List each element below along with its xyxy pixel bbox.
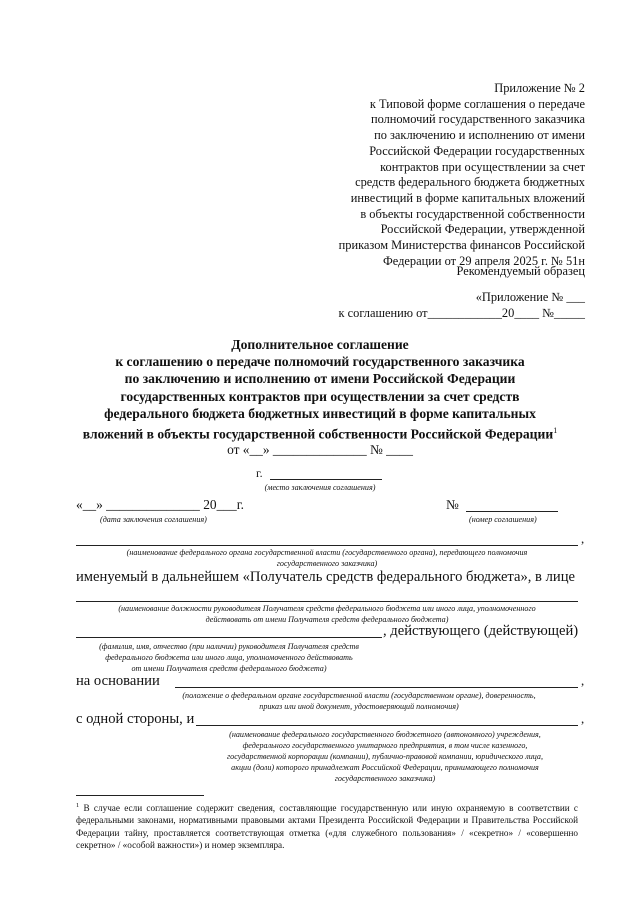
appendix-header-line: к Типовой форме соглашения о передаче xyxy=(369,96,585,111)
caption-line: (наименование федерального государственного бюджетного (автономного) учреждения, xyxy=(229,730,541,739)
caption-line: приказ или иной документ, удостоверяющий полномочия) xyxy=(259,702,459,711)
appendix-header-line: Приложение № 2 xyxy=(494,81,585,95)
receiving-body-line xyxy=(196,725,578,726)
appendix-header-line: по заключению и исполнению от имени xyxy=(374,128,585,143)
appendix-reference-line1: «Приложение № ___ xyxy=(475,290,585,304)
appendix-header-line: средств федерального бюджета бюджетных xyxy=(355,175,585,190)
caption-line: государственной корпорации (компании), публично-правовой компании, юридического лица, xyxy=(226,752,543,761)
appendix-header-line: приказом Министерства финансов Российской xyxy=(338,238,585,253)
footnote-marker: 1 xyxy=(76,802,80,809)
head-name-caption xyxy=(76,641,382,674)
place-prefix: г. xyxy=(256,466,263,480)
appendix-reference xyxy=(290,290,585,321)
receiving-body-comma: , xyxy=(581,711,585,726)
conclusion-date: «__» ______________ 20___г. xyxy=(76,497,245,512)
basis-line xyxy=(175,687,578,688)
basis-label: на основании xyxy=(76,673,160,689)
named-recipient-text: именуемый в дальнейшем «Получатель средств федерального бюджета», в лице xyxy=(76,569,575,585)
number-caption: (номер соглашения) xyxy=(469,515,537,524)
appendix-header-line: Российской Федерации государственных xyxy=(369,143,585,158)
footnote-reference: 1 xyxy=(553,426,558,436)
footnote xyxy=(76,800,578,851)
basis-caption xyxy=(140,690,578,712)
agreement-title xyxy=(50,336,590,443)
caption-line: от имени Получателя средств федерального бюджета) xyxy=(131,664,327,673)
footnote-separator xyxy=(76,795,204,796)
date-caption: (дата заключения соглашения) xyxy=(100,515,207,524)
acting-text: , действующего (действующей) xyxy=(383,623,579,639)
appendix-header-line: инвестиций в форме капитальных вложений xyxy=(350,190,585,205)
place-caption: (место заключения соглашения) xyxy=(264,483,376,492)
appendix-reference-line2: к соглашению от____________20____ №_____ xyxy=(338,305,585,320)
title-line: государственных контрактов при осуществлении за счет средств xyxy=(120,388,520,404)
caption-line: государственного заказчика) xyxy=(334,774,436,783)
head-position-caption xyxy=(76,603,578,625)
title-line: Дополнительное соглашение xyxy=(231,337,409,352)
caption-line: государственного заказчика) xyxy=(276,559,378,568)
place-line xyxy=(270,479,382,480)
recommended-sample: Рекомендуемый образец xyxy=(456,264,585,278)
caption-line: (наименование должности руководителя Получателя средств федерального бюджета или иного лица, уполномоченного xyxy=(118,604,536,613)
footnote-text: В случае если соглашение содержит сведения, составляющие государственную или иную охраняемую в соответствии с федеральными законами, нормативными правовыми актами Президента Российской Федерации и Правительства Российской Федерации тайну, проставляется соответствующая отметка («для служебного пользования» / «секретно» / «совершенно секретно» / «особой важности») и номер экземпляра. xyxy=(76,803,579,850)
title-line: федерального бюджета бюджетных инвестиций в форме капитальных xyxy=(104,405,536,421)
appendix-header-line: в объекты государственной собственности xyxy=(360,206,585,221)
title-line xyxy=(50,422,590,443)
caption-line: (фамилия, имя, отчество (при наличии) руководителя Получателя средств xyxy=(99,642,359,651)
caption-line: (наименование федерального органа государственной власти (государственного органа), передающего полномочия xyxy=(126,548,528,557)
receiving-body-caption xyxy=(180,729,590,784)
transferring-body-line xyxy=(76,545,578,546)
appendix-header-line: полномочий государственного заказчика xyxy=(370,112,585,127)
head-name-line xyxy=(76,637,382,638)
transferring-body-caption xyxy=(76,547,578,569)
caption-line: акции (доли) которого принадлежат Российской Федерации, принимающего полномочия xyxy=(231,763,539,772)
head-position-line xyxy=(76,601,578,602)
title-line-text: вложений в объекты государственной собственности Российской Федерации xyxy=(82,426,554,442)
appendix-header-line: Федерации от 29 апреля 2025 г. № 51н xyxy=(383,253,585,268)
basis-comma: , xyxy=(581,673,585,688)
appendix-header-line: Российской Федерации, утвержденной xyxy=(380,222,585,237)
title-line: по заключению и исполнению от имени Российской Федерации xyxy=(124,371,516,387)
transferring-body-comma: , xyxy=(581,531,585,546)
title-line: к соглашению о передаче полномочий государственного заказчика xyxy=(115,354,525,370)
caption-line: действовать от имени Получателя средств федерального бюджета) xyxy=(205,615,449,624)
number-prefix: № xyxy=(446,497,459,512)
caption-line: федерального бюджета или иного лица, уполномоченного действовать xyxy=(105,653,353,662)
one-side-label: с одной стороны, и xyxy=(76,711,195,727)
agreement-date-number: от «__» ______________ № ____ xyxy=(227,442,413,457)
number-line xyxy=(466,511,558,512)
caption-line: федерального государственного унитарного предприятия, в том числе казенного, xyxy=(242,741,528,750)
appendix-header xyxy=(290,81,585,269)
appendix-header-line: контрактов при осуществлении за счет xyxy=(380,159,585,174)
caption-line: (положение о федеральном органе государственной власти (государственном органе), доверенность, xyxy=(182,691,536,700)
